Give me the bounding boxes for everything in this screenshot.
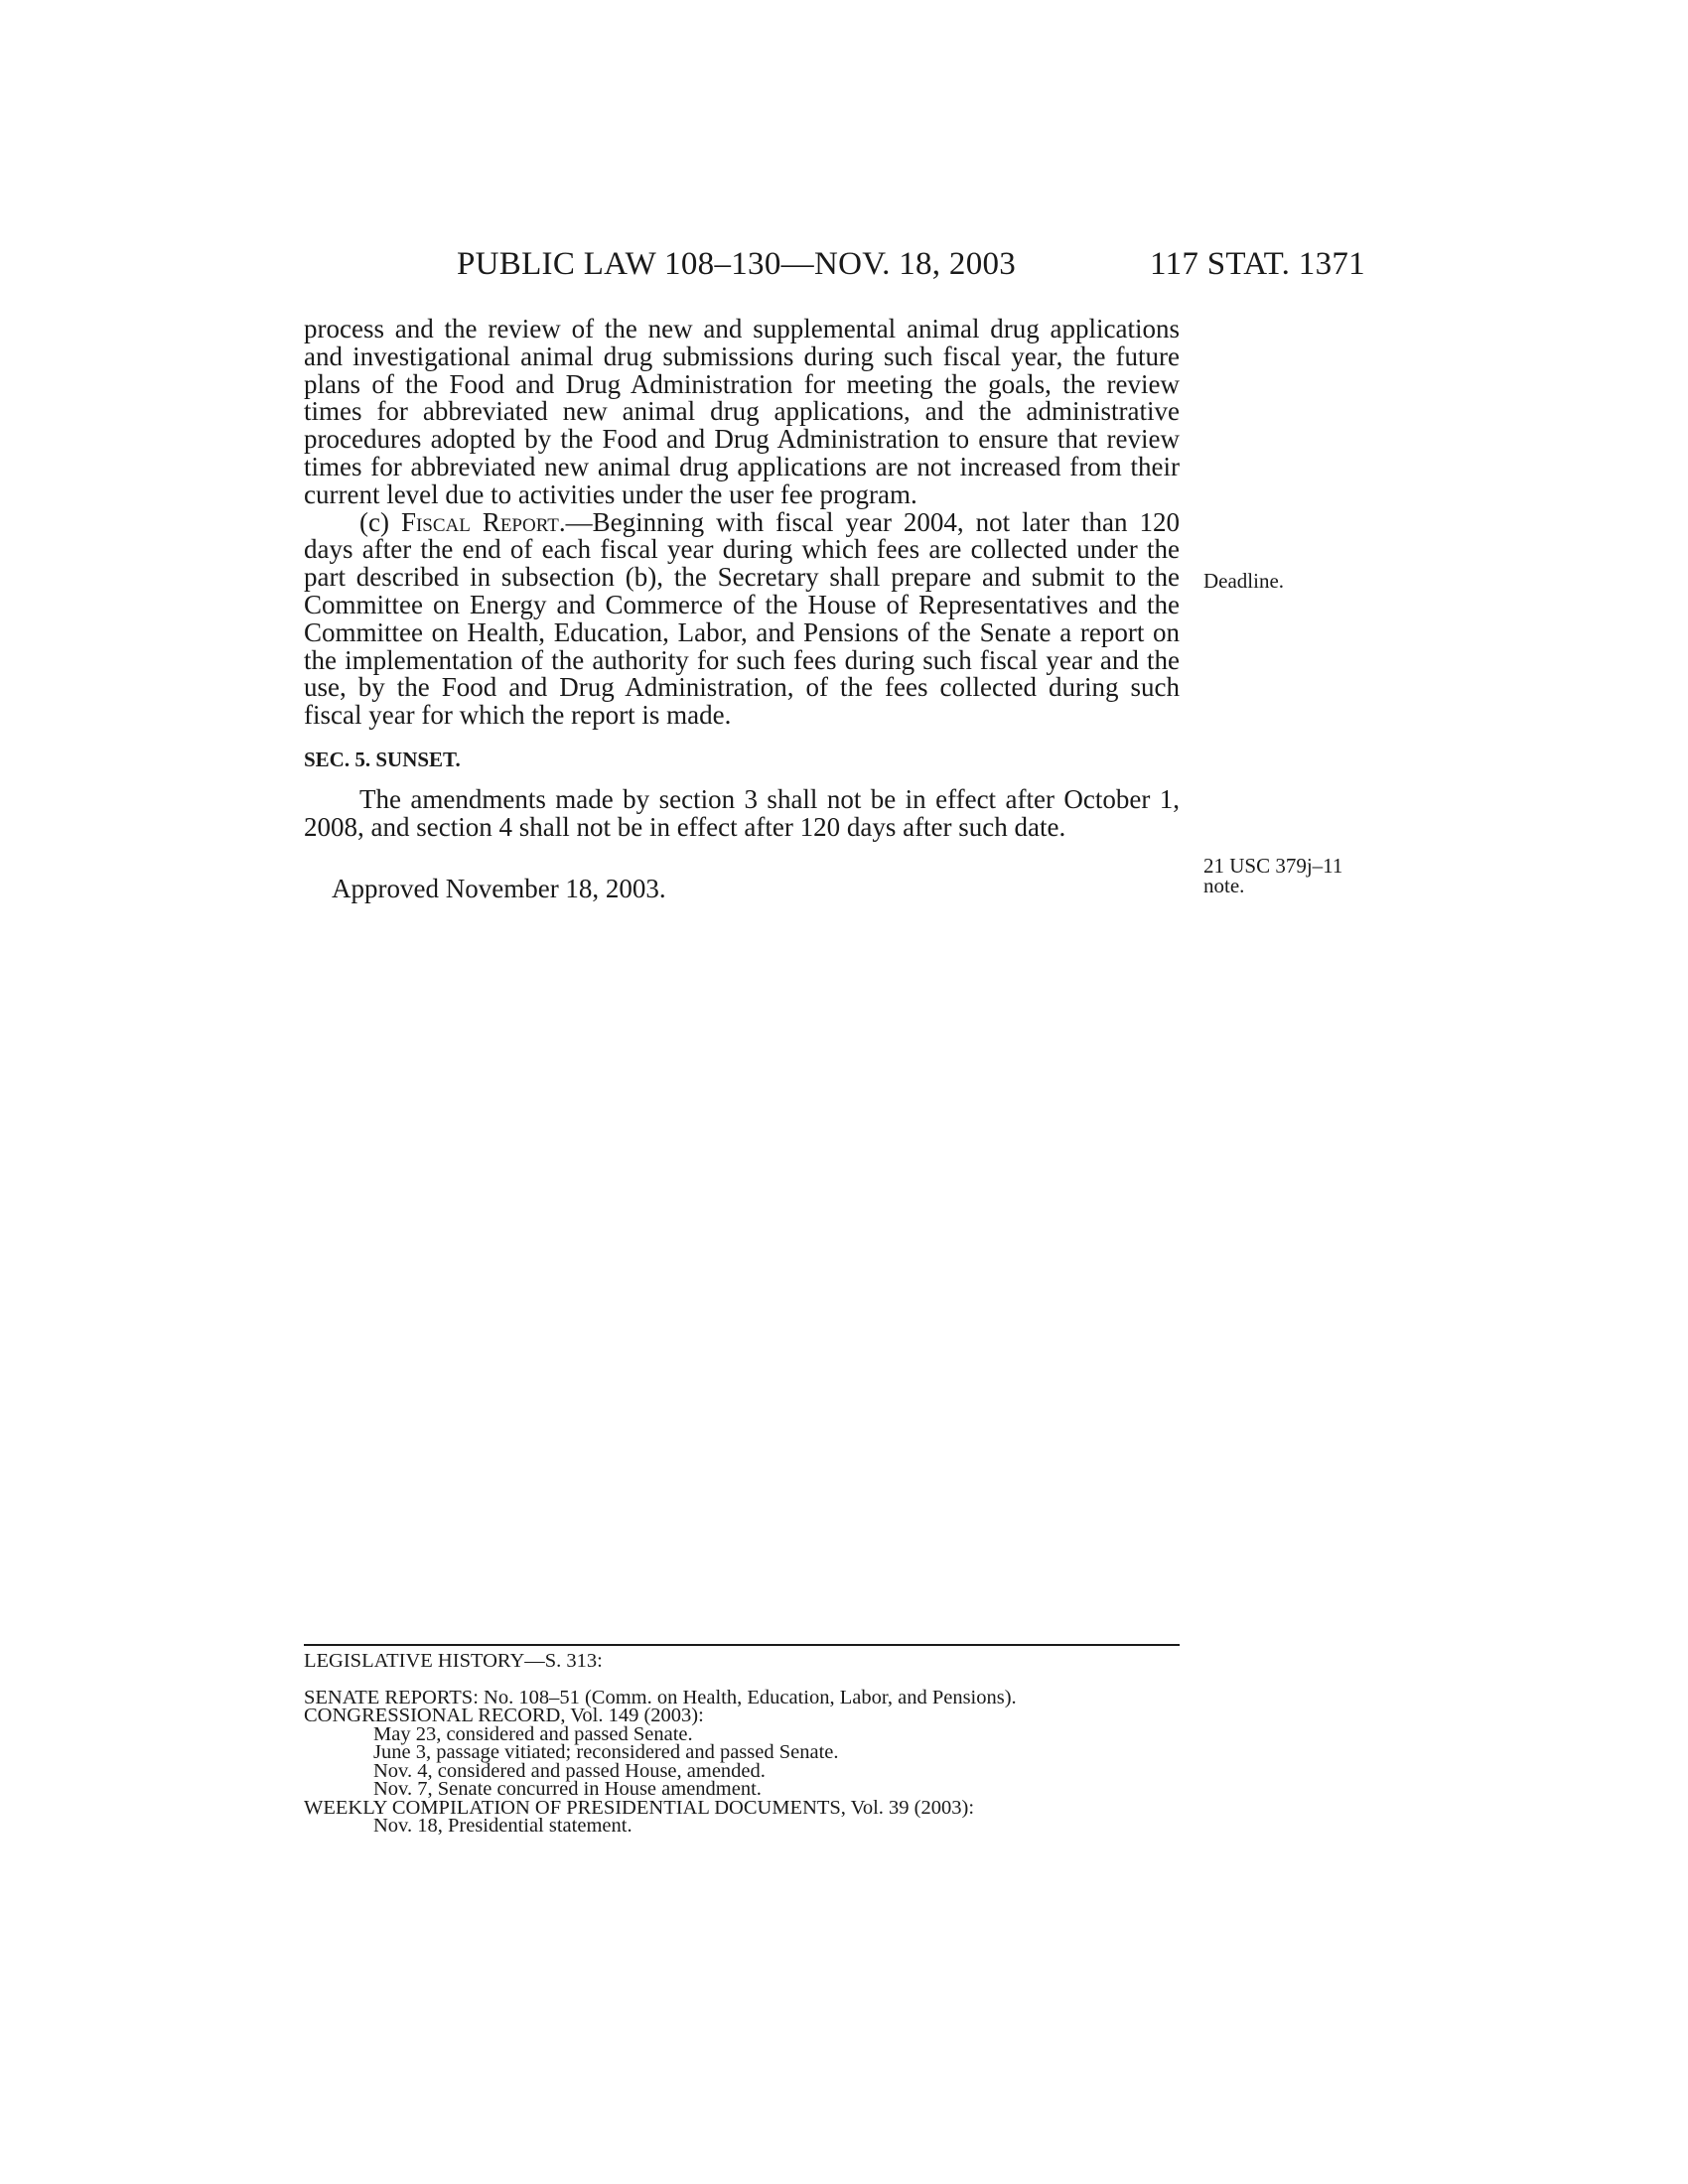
section-heading: SEC. 5. SUNSET. — [304, 747, 461, 771]
statute-page-number: 117 STAT. 1371 — [1150, 246, 1365, 282]
legislative-history — [304, 1644, 1180, 1836]
subsection-heading: Fiscal Report — [400, 506, 559, 537]
record-entry: Nov. 7, Senate concurred in House amendment. — [373, 1778, 762, 1800]
footer-divider — [304, 1644, 1180, 1646]
subsection-label: (c) — [359, 506, 401, 537]
sunset-paragraph: The amendments made by section 3 shall not be in effect after October 1, 2008, and section 4 shall not be in effect after 120 days after such date. — [304, 783, 1180, 842]
running-head-title: PUBLIC LAW 108–130—NOV. 18, 2003 — [457, 246, 1017, 282]
record-entry: June 3, passage vitiated; reconsidered and passed Senate. — [373, 1741, 839, 1763]
weekly-entry: Nov. 18, Presidential statement. — [373, 1815, 633, 1837]
legislative-history-title: LEGISLATIVE HISTORY—S. 313: — [304, 1650, 603, 1672]
fiscal-report-text: .—Beginning with fiscal year 2004, not later than 120 days after the end of each fiscal year during which fees are collected under the part described in subsection (b), the Secretary shall prepare and submit to the Committee on Energy and Commerce of the House of Representatives and the Committee on Health, Education, Labor, and Pensions of the Senate a report on the implementation of the authority for such fees during such fiscal year and the use, by the Food and Drug Administration, of the fees collected during such fiscal year for which the report is made. — [304, 506, 1180, 731]
usc-note-label: note. — [1203, 874, 1245, 897]
congressional-record: CONGRESSIONAL RECORD, Vol. 149 (2003): — [304, 1705, 704, 1726]
fiscal-report-paragraph — [304, 506, 1180, 731]
senate-reports: SENATE REPORTS: No. 108–51 (Comm. on Health, Education, Labor, and Pensions). — [304, 1686, 1017, 1708]
margin-note-deadline: Deadline. — [1203, 569, 1285, 593]
main-text — [304, 316, 1180, 903]
weekly-compilation: WEEKLY COMPILATION OF PRESIDENTIAL DOCUMENTS, Vol. 39 (2003): — [304, 1796, 975, 1819]
margin-note-usc — [1203, 856, 1392, 895]
record-entry: May 23, considered and passed Senate. — [373, 1722, 693, 1745]
continuation-paragraph: process and the review of the new and supplemental animal drug applications and investigational animal drug submissions during such fiscal year, the future plans of the Food and Drug Administration for meeting the goals, the review times for abbreviated new animal drug applications, and the administrative procedures adopted by the Food and Drug Administration to ensure that review times for abbreviated new animal drug applications are not increased from their current level due to activities under the user fee program. — [304, 314, 1180, 509]
record-entry: Nov. 4, considered and passed House, amended. — [373, 1759, 766, 1782]
usc-citation: 21 USC 379j–11 — [1203, 854, 1343, 878]
approval-line: Approved November 18, 2003. — [332, 874, 666, 904]
